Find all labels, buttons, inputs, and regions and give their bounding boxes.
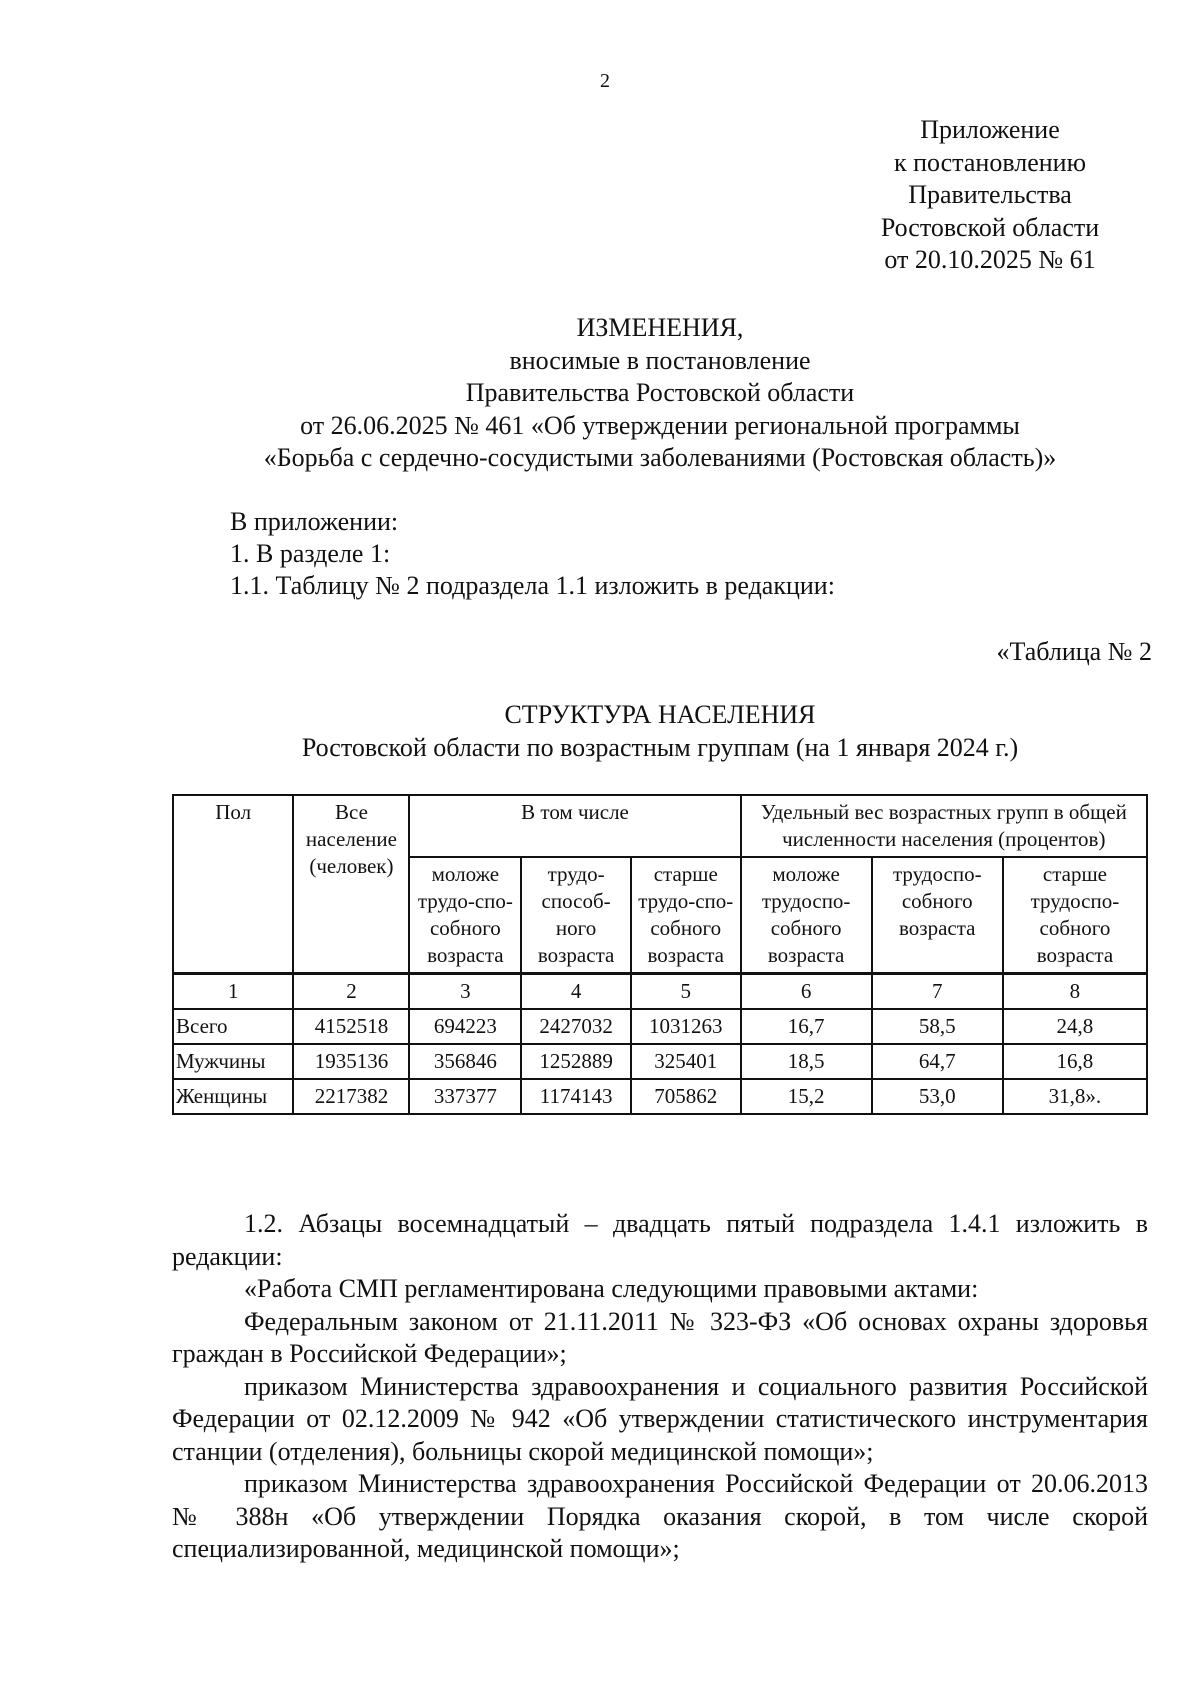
table-cell: 1252889 (521, 1044, 631, 1079)
table-cell: Мужчины (173, 1044, 293, 1079)
table-cell: 1174143 (521, 1079, 631, 1114)
body-paragraph: 1.2. Абзацы восемнадцатый – двадцать пятый подраздела 1.4.1 изложить в редакции: (172, 1209, 1148, 1271)
table-cell: 64,7 (872, 1044, 1003, 1079)
table-cell: 53,0 (872, 1079, 1003, 1114)
column-number: 3 (409, 974, 521, 1010)
table-row (173, 1044, 1147, 1079)
header-share: Удельный вес возрастных групп в общей численности населения (процентов) (741, 795, 1147, 857)
annex-line: Ростовской области (880, 212, 1100, 242)
population-table (172, 794, 1148, 1115)
table-row (173, 1009, 1147, 1044)
annex-line: Правительства (908, 180, 1072, 209)
intro-line: 1.1. Таблицу № 2 подраздела 1.1 изложить в редакции: (230, 571, 835, 600)
table-cell: 337377 (409, 1079, 521, 1114)
column-number-row (173, 974, 1147, 1010)
table-cell: 356846 (409, 1044, 521, 1079)
annex-line: Приложение (920, 115, 1060, 144)
intro-line: В приложении: (230, 507, 399, 536)
table-cell: 325401 (631, 1044, 741, 1079)
subheader-cell: трудо-способ-ного возраста (521, 857, 631, 974)
annex-line: от 20.10.2025 № 61 (884, 245, 1096, 274)
table-cell: 1935136 (293, 1044, 409, 1079)
table-cell: 705862 (631, 1079, 741, 1114)
column-number: 1 (173, 974, 293, 1010)
table-cell: 24,8 (1003, 1009, 1147, 1044)
table-cell: 18,5 (741, 1044, 872, 1079)
table-cell: Всего (173, 1009, 293, 1044)
intro-line: 1. В разделе 1: (230, 539, 391, 568)
annex-line: к постановлению (893, 147, 1087, 177)
column-number: 5 (631, 974, 741, 1010)
header-including: В том числе (409, 795, 740, 857)
body-paragraph: «Работа СМП регламентирована следующими правовыми актами: (244, 1274, 979, 1303)
column-number: 7 (872, 974, 1003, 1010)
table-title-line: СТРУКТУРА НАСЕЛЕНИЯ (504, 700, 816, 729)
table-row (173, 1079, 1147, 1114)
table-cell: 694223 (409, 1009, 521, 1044)
changes-heading-block (120, 312, 1200, 475)
subheader-cell: старше трудо-спо-собного возраста (631, 857, 741, 974)
column-number: 6 (741, 974, 872, 1010)
table-title-line: Ростовской области по возрастным группам (на 1 января 2024 г.) (301, 733, 1019, 762)
changes-line: вносимые в постановление (509, 345, 811, 375)
table-title (120, 698, 1200, 764)
changes-line: Правительства Ростовской области (465, 378, 855, 407)
table-label: «Таблица № 2 (996, 637, 1152, 666)
column-number: 8 (1003, 974, 1147, 1010)
changes-heading: ИЗМЕНЕНИЯ, (576, 313, 744, 342)
header-total: Все население (человек) (293, 795, 409, 974)
table-header-row (173, 795, 1147, 857)
table-cell: 31,8». (1003, 1079, 1147, 1114)
body-paragraph: приказом Министерства здравоохранения и социального развития Российской Федерации от 02.12.2009 № 942 «Об утверждении статистического инструментария станции (отделения), больницы скорой медицинской помощи»; (172, 1371, 1148, 1466)
table-cell: 2427032 (521, 1009, 631, 1044)
header-sex: Пол (173, 795, 293, 974)
page-number: 2 (600, 70, 610, 92)
table-cell: 58,5 (872, 1009, 1003, 1044)
column-number: 2 (293, 974, 409, 1010)
table-cell: 16,8 (1003, 1044, 1147, 1079)
table-cell: 16,7 (741, 1009, 872, 1044)
intro-block (230, 506, 1130, 602)
table-cell: 2217382 (293, 1079, 409, 1114)
subheader-cell: трудоспо-собного возраста (872, 857, 1003, 974)
annex-block (840, 114, 1140, 277)
column-number: 4 (521, 974, 631, 1010)
table-cell: Женщины (173, 1079, 293, 1114)
body-paragraph: Федеральным законом от 21.11.2011 № 323-ФЗ «Об основах охраны здоровья граждан в Российской Федерации»; (172, 1306, 1148, 1368)
table-cell: 1031263 (631, 1009, 741, 1044)
subheader-cell: старше трудоспо-собного возраста (1003, 857, 1147, 974)
table-cell: 4152518 (293, 1009, 409, 1044)
body-text (172, 1208, 1148, 1566)
subheader-cell: моложе трудо-спо-собного возраста (409, 857, 521, 974)
subheader-cell: моложе трудоспо-собного возраста (741, 857, 872, 974)
body-paragraph: приказом Министерства здравоохранения Российской Федерации от 20.06.2013 № 388н «Об утверждении Порядка оказания скорой, в том числе скорой специализированной, медицинской помощи»; (172, 1469, 1148, 1563)
table-cell: 15,2 (741, 1079, 872, 1114)
changes-line: от 26.06.2025 № 461 «Об утверждении региональной программы (300, 410, 1020, 440)
changes-line: «Борьба с сердечно-сосудистыми заболеваниями (Ростовская область)» (263, 443, 1057, 472)
